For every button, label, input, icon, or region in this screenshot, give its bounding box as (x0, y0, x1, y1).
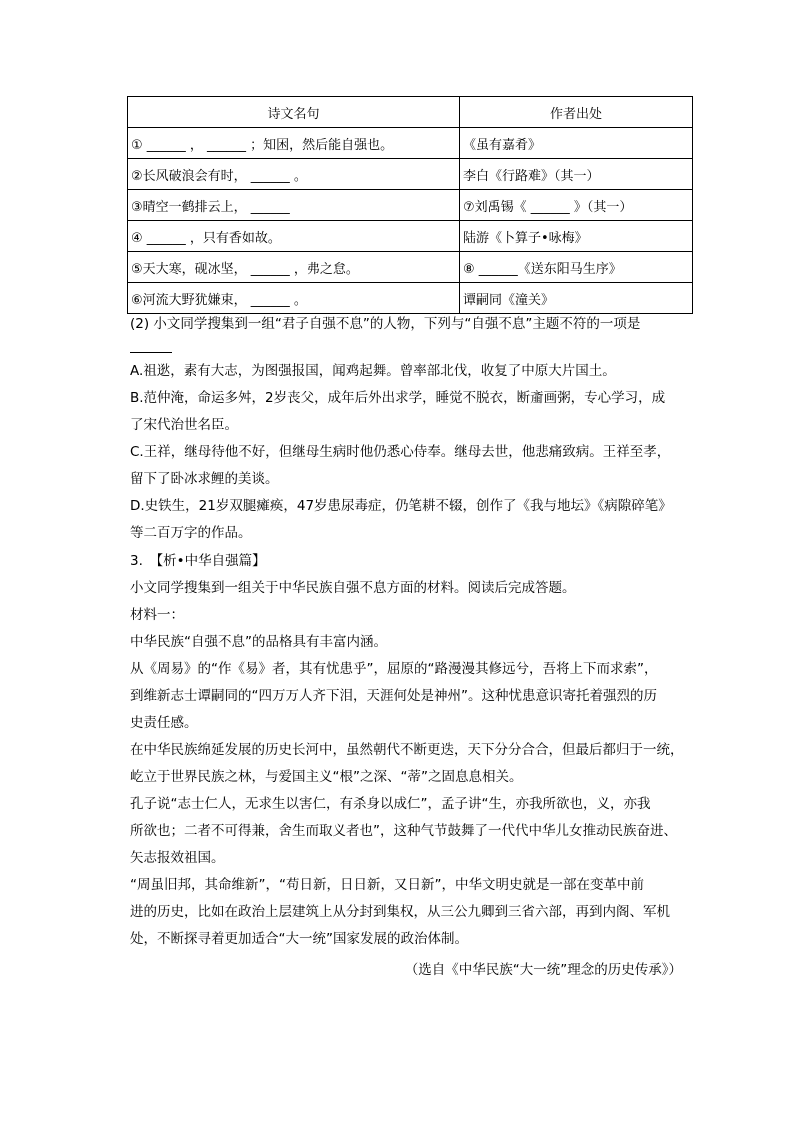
option-line: 留下了卧冰求鲤的美谈。 (130, 471, 279, 487)
table-row (128, 221, 693, 252)
option-line: 了宋代治世名臣。 (130, 417, 238, 433)
header-poem: 诗文名句 (128, 97, 460, 128)
paragraph-line: 所欲也；二者不可得兼，舍生而取义者也”，这种气节鼓舞了一代代中华儿女推动民族奋进、 (130, 823, 677, 839)
option-line: B.范仲淹，命运多舛，2岁丧父，成年后外出求学，睡觉不脱衣，断齑画粥，专心学习，成 (130, 390, 666, 406)
paragraph-line: 中华民族“自强不息”的品格具有丰富内涵。 (130, 634, 387, 650)
table-header-row (128, 97, 693, 128)
paragraph-line: “周虽旧邦，其命维新”，“苟日新，日日新，又日新”，中华文明史就是一部在变革中前 (130, 877, 644, 893)
header-source: 作者出处 (460, 97, 693, 128)
question-3-material (130, 548, 710, 953)
source-cell: ⑧ ______《送东阳马生序》 (460, 252, 693, 283)
poem-cell: ⑥河流大野犹嫌束， ______ 。 (128, 283, 460, 314)
option-line: A.祖逖，素有大志，为图强报国，闻鸡起舞。曾率部北伐，收复了中原大片国土。 (130, 363, 616, 379)
source-cell: ⑦刘禹锡《 ______ 》（其一） (460, 190, 693, 221)
option-line: D.史铁生，21岁双腿瘫痪，47岁患尿毒症，仍笔耕不辍，创作了《我与地坛》《病隙碎笔》 (130, 498, 672, 514)
paragraph-line: 在中华民族绵延发展的历史长河中，虽然朝代不断更迭，天下分分合合，但最后都归于一统， (130, 742, 684, 758)
paragraph-line: 从《周易》的“作《易》者，其有忧患乎”，屈原的“路漫漫其修远兮，吾将上下而求索”， (130, 661, 658, 677)
material-source: （选自《中华民族“大一统”理念的历史传承》） (404, 962, 682, 978)
table-row (128, 159, 693, 190)
table-row (128, 283, 693, 314)
poem-cell: ②长风破浪会有时， ______ 。 (128, 159, 460, 190)
paragraph-line: 小文同学搜集到一组关于中华民族自强不息方面的材料。阅读后完成答题。 (130, 580, 576, 596)
option-line: C.王祥，继母待他不好，但继母生病时他仍悉心侍奉。继母去世，他悲痛致病。王祥至孝， (130, 444, 671, 460)
paragraph-line: 进的历史，比如在政治上层建筑上从分封到集权，从三公九卿到三省六部，再到内阁、军机 (130, 904, 670, 920)
table-row (128, 252, 693, 283)
poem-cell: ④ ______ ，只有香如故。 (128, 221, 460, 252)
paragraph-line: 屹立于世界民族之林，与爱国主义“根”之深、“蒂”之固息息相关。 (130, 769, 523, 785)
paragraph-line: 孔子说“志士仁人，无求生以害仁，有杀身以成仁”，孟子讲“生，亦我所欲也，义，亦我 (130, 796, 651, 812)
answer-blank (130, 352, 172, 353)
paragraph-line: 矢志报效祖国。 (130, 850, 225, 866)
option-line: 等二百万字的作品。 (130, 525, 252, 541)
source-cell: 陆游《卜算子•咏梅》 (460, 221, 693, 252)
poem-cell: ③晴空一鹤排云上， ______ (128, 190, 460, 221)
source-cell: 《虽有嘉肴》 (460, 128, 693, 159)
source-cell: 李白《行路难》（其一） (460, 159, 693, 190)
poem-cell: ① ______ ， ______ ；知困，然后能自强也。 (128, 128, 460, 159)
paragraph-line: 处，不断探寻着更加适合“大一统”国家发展的政治体制。 (130, 931, 468, 947)
poem-table (127, 96, 693, 314)
question-2-prompt: (2) 小文同学搜集到一组“君子自强不息”的人物，下列与“自强不息”主题不符的一项是 (130, 316, 641, 332)
poem-cell: ⑤天大寒，砚冰坚， ______ ，弗之怠。 (128, 252, 460, 283)
paragraph-line: 材料一： (130, 607, 184, 623)
section-heading: 3. 【析•中华自强篇】 (130, 553, 266, 569)
paragraph-line: 到维新志士谭嗣同的“四万万人齐下泪，天涯何处是神州”。这种忧患意识寄托着强烈的历 (130, 688, 657, 704)
source-cell: 谭嗣同《潼关》 (460, 283, 693, 314)
table-row (128, 128, 693, 159)
table-row (128, 190, 693, 221)
question-2-options (130, 358, 710, 547)
paragraph-line: 史责任感。 (130, 715, 198, 731)
